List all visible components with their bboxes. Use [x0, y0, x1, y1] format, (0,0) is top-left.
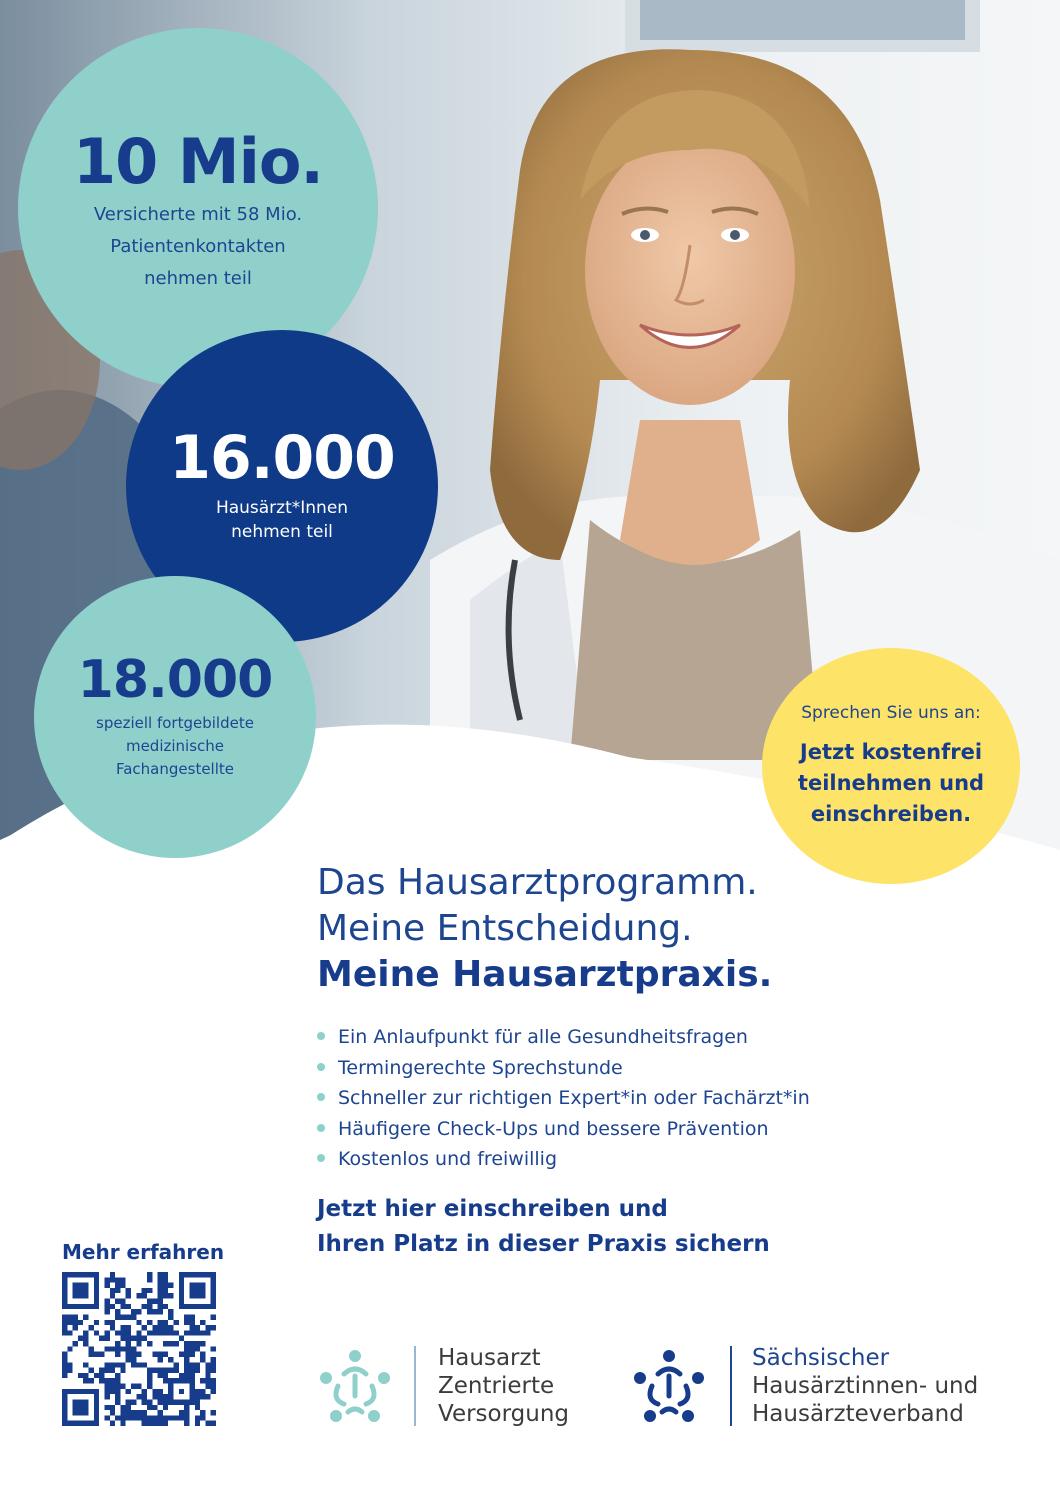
- stat-value: 18.000: [77, 649, 273, 710]
- stat-value: 10 Mio.: [73, 125, 323, 198]
- benefit-text: Termingerechte Sprechstunde: [338, 1056, 623, 1079]
- logo-verband: [628, 1344, 1048, 1430]
- logo-text-line: Hausärztinnen- und: [752, 1373, 979, 1399]
- stat-label-line: medizinische: [125, 736, 225, 755]
- benefit-item: [317, 1083, 810, 1114]
- stat-label-line: Versicherte mit 58 Mio.: [93, 204, 303, 225]
- bullet-icon: [317, 1093, 325, 1101]
- logo-divider: [730, 1346, 732, 1426]
- logo-text-line: Hausärzteverband: [752, 1401, 964, 1427]
- hzv-logo-text: [438, 1344, 569, 1428]
- benefit-text: Schneller zur richtigen Expert*in oder Fachärzt*in: [338, 1087, 810, 1109]
- stat-label-line: nehmen teil: [144, 268, 252, 289]
- signup-text: [317, 1192, 770, 1262]
- logo-divider: [414, 1346, 416, 1426]
- logo-text-line: Hausarzt: [438, 1345, 541, 1371]
- callout-line: teilnehmen und: [797, 770, 985, 795]
- callout-cta: [798, 737, 984, 830]
- callout-line: einschreiben.: [810, 801, 972, 826]
- stat-label-line: speziell fortgebildete: [96, 713, 254, 732]
- benefit-item: [317, 1053, 810, 1084]
- hzv-logo-icon: [314, 1346, 396, 1428]
- bullet-icon: [317, 1063, 325, 1071]
- stat-circle-insured: [18, 28, 378, 388]
- qr-code-icon: [62, 1272, 216, 1426]
- stat-label-line: Fachangestellte: [115, 759, 234, 778]
- logo-text-line: Zentrierte: [438, 1373, 555, 1399]
- benefit-text: Ein Anlaufpunkt für alle Gesundheitsfragen: [338, 1026, 748, 1048]
- stat-label: [216, 496, 348, 544]
- stat-circle-assistants: [34, 576, 316, 858]
- stat-label-line: Hausärzt*Innen: [215, 498, 349, 518]
- callout-line: Jetzt kostenfrei: [799, 739, 983, 764]
- callout-intro: Sprechen Sie uns an:: [801, 702, 981, 723]
- headline-line-1: Das Hausarztprogramm.: [317, 862, 758, 903]
- benefit-item: [317, 1022, 810, 1053]
- qr-title: Mehr erfahren: [62, 1240, 225, 1264]
- benefit-item: [317, 1144, 810, 1175]
- benefit-text: Kostenlos und freiwillig: [338, 1148, 558, 1170]
- benefits-list: [317, 1022, 810, 1175]
- headline-line-3: Meine Hausarztpraxis.: [317, 954, 773, 995]
- verband-logo-icon: [628, 1346, 710, 1428]
- benefit-item: [317, 1114, 810, 1145]
- stat-label-line: nehmen teil: [231, 522, 333, 542]
- signup-line: Jetzt hier einschreiben und: [317, 1196, 668, 1222]
- headline-line-2: Meine Entscheidung.: [317, 908, 693, 949]
- stat-label-line: Patientenkontakten: [110, 236, 286, 257]
- logo-text-line: Sächsischer: [752, 1345, 890, 1371]
- logo-text-line: Versorgung: [438, 1401, 570, 1427]
- signup-line: Ihren Platz in dieser Praxis sichern: [317, 1231, 770, 1257]
- bullet-icon: [317, 1154, 325, 1162]
- stat-label: [96, 712, 254, 781]
- verband-logo-text: [752, 1344, 978, 1428]
- headline: [317, 860, 1037, 998]
- benefit-text: Häufigere Check-Ups und bessere Prävention: [338, 1117, 769, 1140]
- stat-value: 16.000: [169, 423, 395, 493]
- callout-circle: [762, 648, 1020, 884]
- bullet-icon: [317, 1124, 325, 1132]
- stat-label: [94, 199, 302, 295]
- bullet-icon: [317, 1032, 325, 1040]
- logo-hzv: [314, 1344, 604, 1430]
- qr-code[interactable]: [62, 1272, 216, 1426]
